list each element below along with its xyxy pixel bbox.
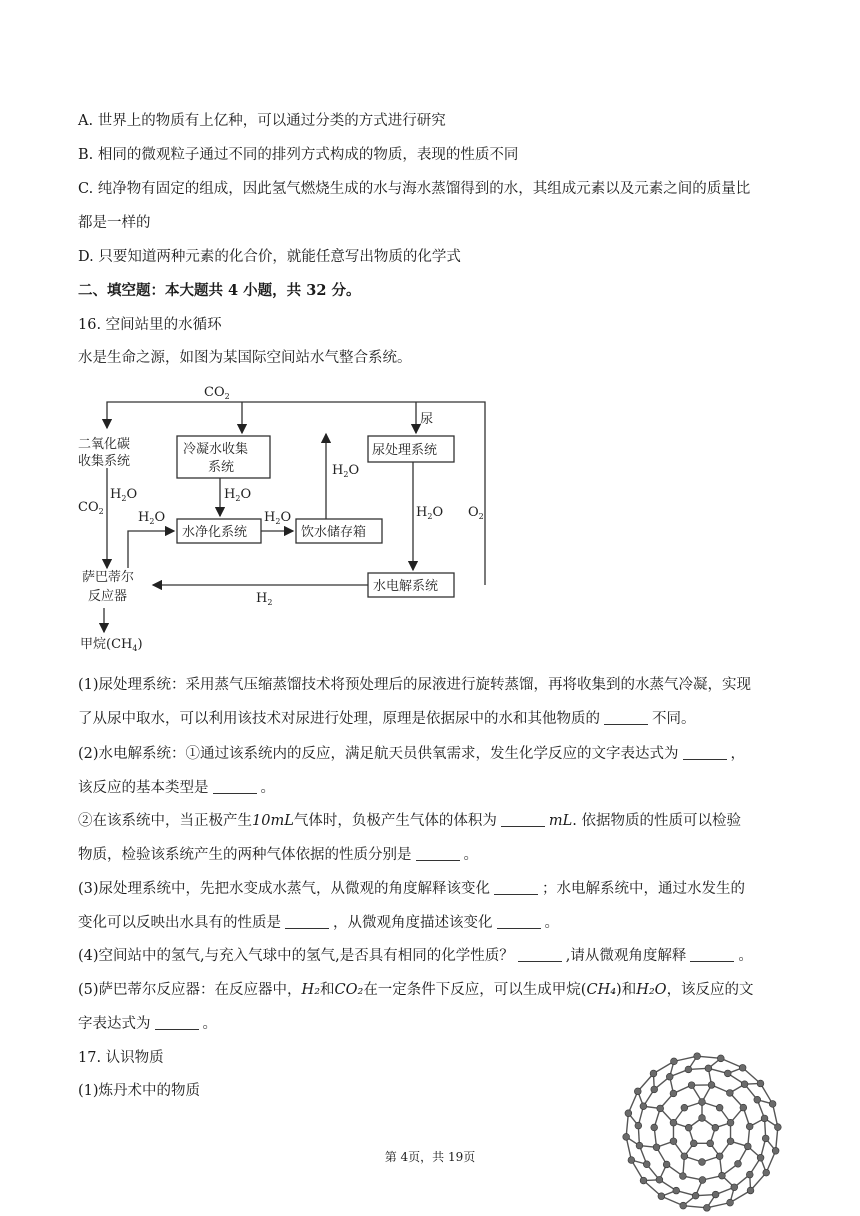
carbon-atom bbox=[635, 1122, 642, 1129]
co2-top-label: $CO_2$ bbox=[204, 385, 230, 401]
h2o-label-4: $H_2O$ bbox=[416, 505, 444, 521]
carbon-atom bbox=[640, 1103, 647, 1110]
carbon-atom bbox=[707, 1140, 714, 1147]
carbon-atom bbox=[651, 1124, 658, 1131]
q16-intro: 水是生命之源，如图为某国际空间站水气整合系统。 bbox=[78, 350, 412, 366]
carbon-atom bbox=[727, 1119, 734, 1126]
answer-blank[interactable] bbox=[213, 779, 257, 794]
q16-part1-line2: 了从尿中取水，可以利用该技术对尿进行处理，原理是依据尿中的水和其他物质的 不同。 bbox=[78, 711, 696, 727]
option-c-line2: 都是一样的 bbox=[78, 215, 151, 231]
storage-box: 饮水储存箱 bbox=[301, 525, 367, 540]
carbon-atom bbox=[634, 1088, 641, 1095]
q16-part1-line1: (1)尿处理系统：采用蒸气压缩蒸馏技术将预处理后的尿液进行旋转蒸馏，再将收集到的水蒸气冷凝，实现 bbox=[78, 677, 752, 693]
q16-part4: (4)空间站中的氢气,与充入气球中的氢气,是否具有相同的化学性质？ ,请从微观角度解释 。 bbox=[78, 948, 753, 964]
option-a: A. 世界上的物质有上亿种，可以通过分类的方式进行研究 bbox=[78, 113, 446, 129]
carbon-atom bbox=[769, 1101, 776, 1108]
q16-part2b-line1: ②在该系统中，当正极产生10mL气体时，负极产生气体的体积为 mL. 依据物质的性质可以检验 bbox=[78, 813, 741, 829]
carbon-atom bbox=[671, 1058, 678, 1065]
carbon-atom bbox=[747, 1187, 754, 1194]
carbon-atom bbox=[763, 1169, 770, 1176]
answer-blank[interactable] bbox=[497, 914, 541, 929]
carbon-atom bbox=[699, 1115, 706, 1122]
condense-line2: 系统 bbox=[208, 460, 235, 475]
h2o-label-3: $H_2O$ bbox=[332, 463, 360, 479]
carbon-atom bbox=[746, 1123, 753, 1130]
carbon-atom bbox=[694, 1053, 701, 1060]
page-footer: 第 4页，共 19页 bbox=[384, 1150, 476, 1164]
carbon-atom bbox=[658, 1193, 665, 1200]
purify-box: 水净化系统 bbox=[182, 525, 248, 540]
carbon-atom bbox=[717, 1055, 724, 1062]
carbon-atom bbox=[625, 1110, 632, 1117]
section-heading: 二、填空题：本大题共 4 小题，共 32 分。 bbox=[78, 282, 361, 299]
h2o-label-2: $H_2O$ bbox=[224, 487, 252, 503]
sabatier-line1: 萨巴蒂尔 bbox=[82, 570, 135, 585]
condense-line1: 冷凝水收集 bbox=[183, 442, 249, 457]
q16-part5-line1: (5)萨巴蒂尔反应器：在反应器中，H₂和CO₂在一定条件下反应，可以生成甲烷(CH₄)和H₂O，该反应的文 bbox=[78, 982, 754, 998]
carbon-atom bbox=[688, 1082, 695, 1089]
carbon-atom bbox=[741, 1081, 748, 1088]
carbon-atom bbox=[708, 1082, 715, 1089]
answer-blank[interactable] bbox=[690, 947, 734, 962]
carbon-atom bbox=[673, 1187, 680, 1194]
sabatier-line2: 反应器 bbox=[88, 589, 128, 604]
co2-box-line2: 收集系统 bbox=[78, 454, 131, 469]
option-c-line1: C. 纯净物有固定的组成，因此氢气燃烧生成的水与海水蒸馏得到的水，其组成元素以及元素之间的质量比 bbox=[78, 181, 751, 197]
carbon-atom bbox=[699, 1099, 706, 1106]
carbon-atom bbox=[685, 1124, 692, 1131]
carbon-atom bbox=[640, 1177, 647, 1184]
carbon-atom bbox=[657, 1105, 664, 1112]
carbon-atom bbox=[680, 1202, 687, 1209]
carbon-atom bbox=[712, 1124, 719, 1131]
carbon-atom bbox=[670, 1138, 677, 1145]
carbon-atom bbox=[754, 1096, 761, 1103]
q16-part2b-line2: 物质，检验该系统产生的两种气体依据的性质分别是 。 bbox=[78, 847, 478, 863]
carbon-atom bbox=[719, 1172, 726, 1179]
carbon-atom bbox=[670, 1119, 677, 1126]
fullerene-molecule-image bbox=[620, 1050, 785, 1215]
carbon-atom bbox=[731, 1184, 738, 1191]
carbon-atom bbox=[651, 1086, 658, 1093]
answer-blank[interactable] bbox=[518, 947, 562, 962]
answer-blank[interactable] bbox=[285, 914, 329, 929]
urine-label: 尿 bbox=[420, 412, 434, 427]
answer-blank[interactable] bbox=[604, 710, 648, 725]
carbon-atom bbox=[716, 1104, 723, 1111]
carbon-atom bbox=[740, 1104, 747, 1111]
carbon-atom bbox=[670, 1090, 677, 1097]
h2o-label-6: $H_2O$ bbox=[264, 510, 292, 526]
carbon-atom bbox=[762, 1135, 769, 1142]
answer-blank[interactable] bbox=[416, 846, 460, 861]
carbon-atom bbox=[656, 1176, 663, 1183]
q16-part3-line2: 变化可以反映出水具有的性质是 ，从微观角度描述该变化 。 bbox=[78, 915, 559, 931]
carbon-atom bbox=[685, 1066, 692, 1073]
carbon-atom bbox=[666, 1073, 673, 1080]
carbon-atom bbox=[703, 1204, 710, 1211]
carbon-atom bbox=[692, 1192, 699, 1199]
carbon-atom bbox=[724, 1070, 731, 1077]
urine-box: 尿处理系统 bbox=[372, 443, 438, 458]
carbon-atom bbox=[727, 1138, 734, 1145]
answer-blank[interactable] bbox=[494, 880, 538, 895]
carbon-atom bbox=[679, 1173, 686, 1180]
co2-box-line1: 二氧化碳 bbox=[78, 437, 131, 452]
o2-label: $O_2$ bbox=[468, 505, 484, 521]
q16-part2-line1: (2)水电解系统：①通过该系统内的反应，满足航天员供氧需求，发生化学反应的文字表达式为 ， bbox=[78, 746, 746, 762]
water-cycle-diagram bbox=[70, 378, 500, 658]
answer-blank[interactable] bbox=[683, 745, 727, 760]
q17-title: 17. 认识物质 bbox=[78, 1050, 164, 1066]
answer-blank[interactable] bbox=[155, 1015, 199, 1030]
q16-title: 16. 空间站里的水循环 bbox=[78, 317, 222, 333]
carbon-atom bbox=[739, 1064, 746, 1071]
q16-part2-line2: 该反应的基本类型是 。 bbox=[78, 780, 275, 796]
q17-part1: (1)炼丹术中的物质 bbox=[78, 1083, 201, 1099]
carbon-atom bbox=[690, 1140, 697, 1147]
co2-mid-label: $CO_2$ bbox=[78, 500, 104, 516]
q16-part5-line2: 字表达式为 。 bbox=[78, 1016, 217, 1032]
h2-label: $H_2$ bbox=[256, 591, 273, 607]
carbon-atom bbox=[761, 1115, 768, 1122]
carbon-atom bbox=[727, 1199, 734, 1206]
methane-label: 甲烷$(CH_4)$ bbox=[80, 637, 143, 653]
carbon-atom bbox=[712, 1191, 719, 1198]
carbon-atom bbox=[705, 1065, 712, 1072]
carbon-atom bbox=[746, 1171, 753, 1178]
carbon-atom bbox=[757, 1080, 764, 1087]
option-b: B. 相同的微观粒子通过不同的排列方式构成的物质，表现的性质不同 bbox=[78, 147, 519, 163]
carbon-atom bbox=[726, 1090, 733, 1097]
carbon-atom bbox=[650, 1070, 657, 1077]
carbon-atom bbox=[699, 1177, 706, 1184]
h2o-label-5: $H_2O$ bbox=[138, 510, 166, 526]
carbon-atom bbox=[774, 1124, 781, 1131]
answer-blank[interactable] bbox=[501, 812, 545, 827]
h2o-label-1: $H_2O$ bbox=[110, 487, 138, 503]
carbon-atom bbox=[681, 1104, 688, 1111]
electrolysis-box: 水电解系统 bbox=[373, 579, 439, 594]
carbon-atom bbox=[623, 1133, 630, 1140]
option-d: D. 只要知道两种元素的化合价，就能任意写出物质的化学式 bbox=[78, 249, 461, 265]
q16-part3-line1: (3)尿处理系统中，先把水变成水蒸气，从微观的角度解释该变化 ；水电解系统中，通过水发生的 bbox=[78, 881, 746, 897]
